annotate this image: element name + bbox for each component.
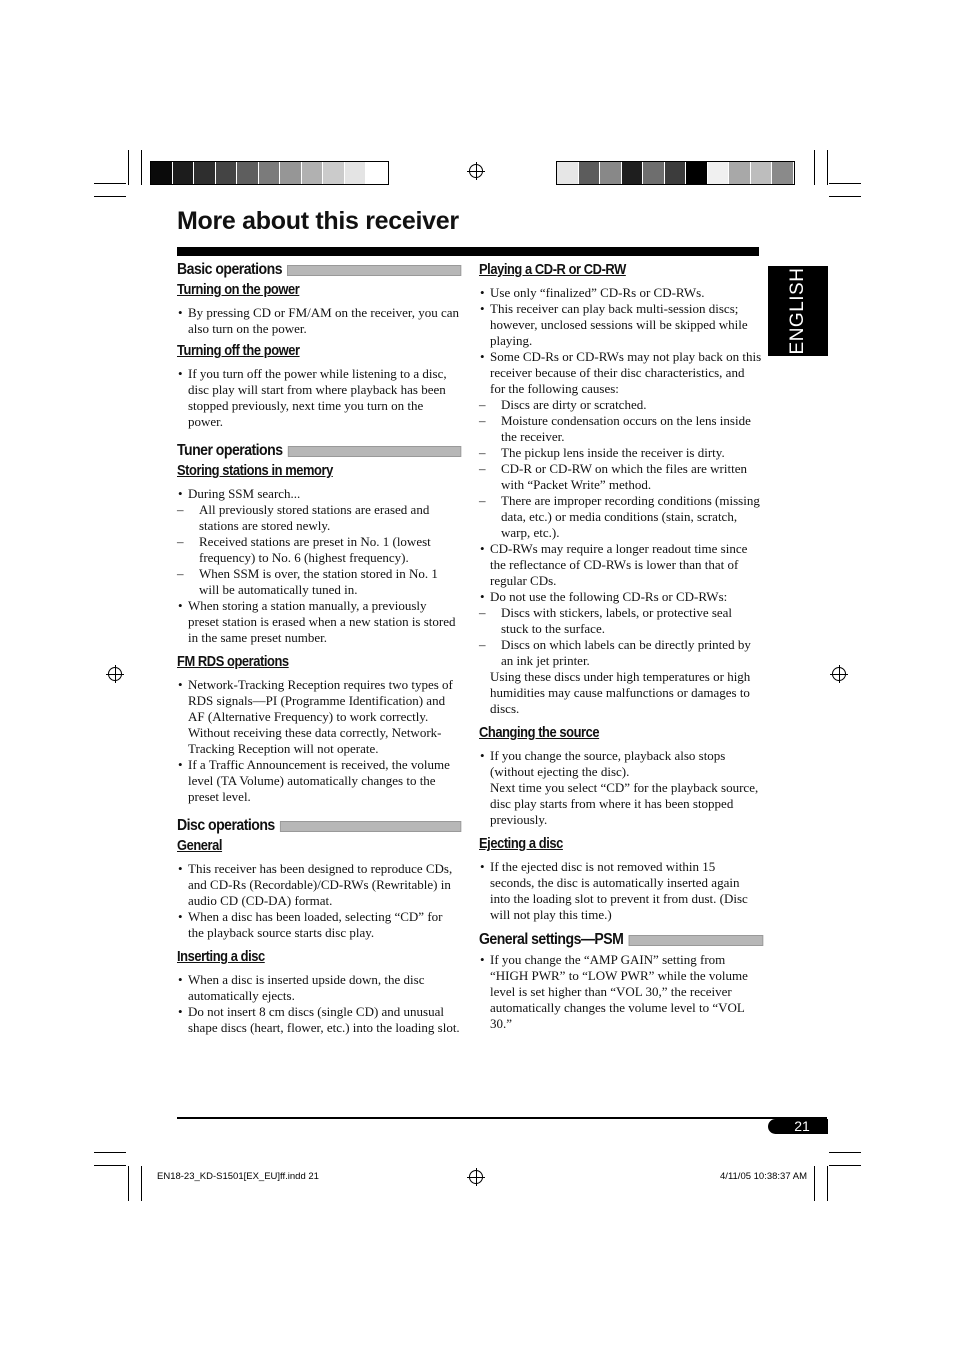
list-item: • This receiver can play back multi-session discs; however, unclosed sessions will be skipped while playing.	[479, 301, 762, 349]
color-bar-left	[150, 161, 389, 185]
right-column	[479, 262, 762, 1032]
color-bar-right	[556, 161, 795, 185]
color-swatch	[194, 162, 216, 184]
section-heading-general-settings: General settings—PSM	[479, 932, 763, 948]
color-swatch	[751, 162, 773, 184]
sub-list-item: – Moisture condensation occurs on the lens inside the receiver.	[479, 413, 762, 445]
section-heading-basic-operations: Basic operations	[177, 262, 461, 278]
left-column	[177, 262, 460, 1036]
page-number-tab	[768, 1119, 828, 1134]
color-swatch	[237, 162, 259, 184]
color-swatch	[557, 162, 579, 184]
list-item: • Use only “finalized” CD-Rs or CD-RWs.	[479, 285, 762, 301]
registration-mark-icon	[108, 667, 122, 681]
list-item: • This receiver has been designed to reproduce CDs, and CD-Rs (Recordable)/CD-RWs (Rewritable) in audio CD (CD-DA) format.	[177, 861, 460, 909]
list-item: • If a Traffic Announcement is received, the volume level (TA Volume) automatically changes to the preset level.	[177, 757, 460, 805]
color-swatch	[579, 162, 601, 184]
color-swatch	[151, 162, 173, 184]
sub-list-item: – When SSM is over, the station stored in No. 1 will be automatically tuned in.	[177, 566, 460, 598]
print-slug-file: EN18-23_KD-S1501[EX_EU]ff.indd 21	[157, 1171, 319, 1182]
color-swatch	[600, 162, 622, 184]
color-swatch	[686, 162, 708, 184]
sub-list-item: – Discs on which labels can be directly printed by an ink jet printer.	[479, 637, 762, 669]
color-swatch	[622, 162, 644, 184]
list-item: • By pressing CD or FM/AM on the receiver, you can also turn on the power.	[177, 305, 460, 337]
list-item: • When a disc is inserted upside down, the disc automatically ejects.	[177, 972, 460, 1004]
list-item: • If you change the source, playback also stops (without ejecting the disc). Next time you select “CD” for the playback source, disc play starts from where it has been stopped previously.	[479, 748, 762, 828]
footer-rule	[177, 1117, 827, 1119]
subheading-storing-stations: Storing stations in memory	[177, 462, 333, 479]
registration-mark-icon	[469, 1170, 483, 1184]
color-swatch	[173, 162, 195, 184]
print-slug-date: 4/11/05 10:38:37 AM	[720, 1171, 807, 1182]
sub-list-item: – Discs are dirty or scratched.	[479, 397, 762, 413]
list-item: • If you turn off the power while listening to a disc, disc play will start from where playback has been stopped previously, next time you turn on the power.	[177, 366, 460, 430]
section-heading-tuner-operations: Tuner operations	[177, 443, 461, 459]
list-item: • Do not insert 8 cm discs (single CD) and unusual shape discs (heart, flower, etc.) into the loading slot.	[177, 1004, 460, 1036]
page-title: More about this receiver	[177, 207, 459, 235]
sub-list-item: – There are improper recording conditions (missing data, etc.) or media conditions (stain, scratch, warp, etc.).	[479, 493, 762, 541]
list-item: • CD-RWs may require a longer readout time since the reflectance of CD-RWs is lower than that of regular CDs.	[479, 541, 762, 589]
sub-list-item: – Discs with stickers, labels, or protective seal stuck to the surface.	[479, 605, 762, 637]
color-swatch	[216, 162, 238, 184]
color-swatch	[643, 162, 665, 184]
color-swatch	[280, 162, 302, 184]
section-heading-disc-operations: Disc operations	[177, 818, 461, 834]
color-swatch	[302, 162, 324, 184]
subheading-turning-off: Turning off the power	[177, 342, 300, 359]
subheading-general: General	[177, 837, 223, 854]
subheading-changing-source: Changing the source	[479, 724, 600, 741]
list-item: • If you change the “AMP GAIN” setting from “HIGH PWR” to “LOW PWR” while the volume level is set higher than “VOL 30,” the receiver automatically changes the volume level to “VOL 30.”	[479, 952, 762, 1032]
sub-list-item: – CD-R or CD-RW on which the files are written with “Packet Write” method.	[479, 461, 762, 493]
list-item: • When a disc has been loaded, selecting “CD” for the playback source starts disc play.	[177, 909, 460, 941]
subheading-inserting-disc: Inserting a disc	[177, 948, 265, 965]
subheading-ejecting-disc: Ejecting a disc	[479, 835, 563, 852]
list-item: • If the ejected disc is not removed within 15 seconds, the disc is automatically inserted again into the loading slot to prevent it from dust. (Disc will not play this time.)	[479, 859, 762, 923]
color-swatch	[665, 162, 687, 184]
subheading-fm-rds: FM RDS operations	[177, 653, 289, 670]
sub-list-item: – Received stations are preset in No. 1 (lowest frequency) to No. 6 (highest frequency).	[177, 534, 460, 566]
color-swatch	[772, 162, 794, 184]
page-number: 21	[794, 1118, 810, 1134]
language-tab	[768, 266, 828, 356]
color-swatch	[259, 162, 281, 184]
sub-list-item: – The pickup lens inside the receiver is dirty.	[479, 445, 762, 461]
subheading-turning-on: Turning on the power	[177, 281, 300, 298]
list-item: • Do not use the following CD-Rs or CD-RWs: – Discs with stickers, labels, or protective seal stuck to the surface. – Discs on which labels can be directly printed by an ink jet printer. Using these discs under high temperatures or high humidities may cause malfunctions or damages to discs.	[479, 589, 762, 717]
color-swatch	[708, 162, 730, 184]
registration-mark-icon	[832, 667, 846, 681]
note-text: Next time you select “CD” for the playback source, disc play starts from where it has been stopped previously.	[490, 780, 759, 827]
color-swatch	[345, 162, 367, 184]
list-item: • During SSM search... – All previously stored stations are erased and stations are stored newly. – Received stations are preset in No. 1 (lowest frequency) to No. 6 (highest frequency). – When SSM is over, the station stored in No. 1 will be automatically tuned in.	[177, 486, 460, 598]
registration-mark-icon	[469, 164, 483, 178]
color-swatch	[729, 162, 751, 184]
list-item: • Some CD-Rs or CD-RWs may not play back on this receiver because of their disc characteristics, and for the following causes: – Discs are dirty or scratched. – Moisture condensation occurs on the lens inside the receiver. – The pickup lens inside the receiver is dirty. – CD-R or CD-RW on which the files are written with “Packet Write” method. – There are improper recording conditions (missing data, etc.) or media conditions (stain, scratch, warp, etc.).	[479, 349, 762, 541]
note-text: Using these discs under high temperatures or high humidities may cause malfunctions or damages to discs.	[490, 669, 751, 716]
color-swatch	[323, 162, 345, 184]
color-swatch	[366, 162, 388, 184]
sub-list-item: – All previously stored stations are erased and stations are stored newly.	[177, 502, 460, 534]
list-item: • When storing a station manually, a previously preset station is erased when a new station is stored in the same preset number.	[177, 598, 460, 646]
subheading-playing-cdr: Playing a CD-R or CD-RW	[479, 261, 626, 278]
list-item: • Network-Tracking Reception requires two types of RDS signals—PI (Programme Identification) and AF (Alternative Frequency) to work correctly. Without receiving these data correctly, Network-Tracking Reception will not operate.	[177, 677, 460, 757]
language-tab-label: ENGLISH	[787, 267, 808, 355]
title-rule	[177, 247, 759, 256]
